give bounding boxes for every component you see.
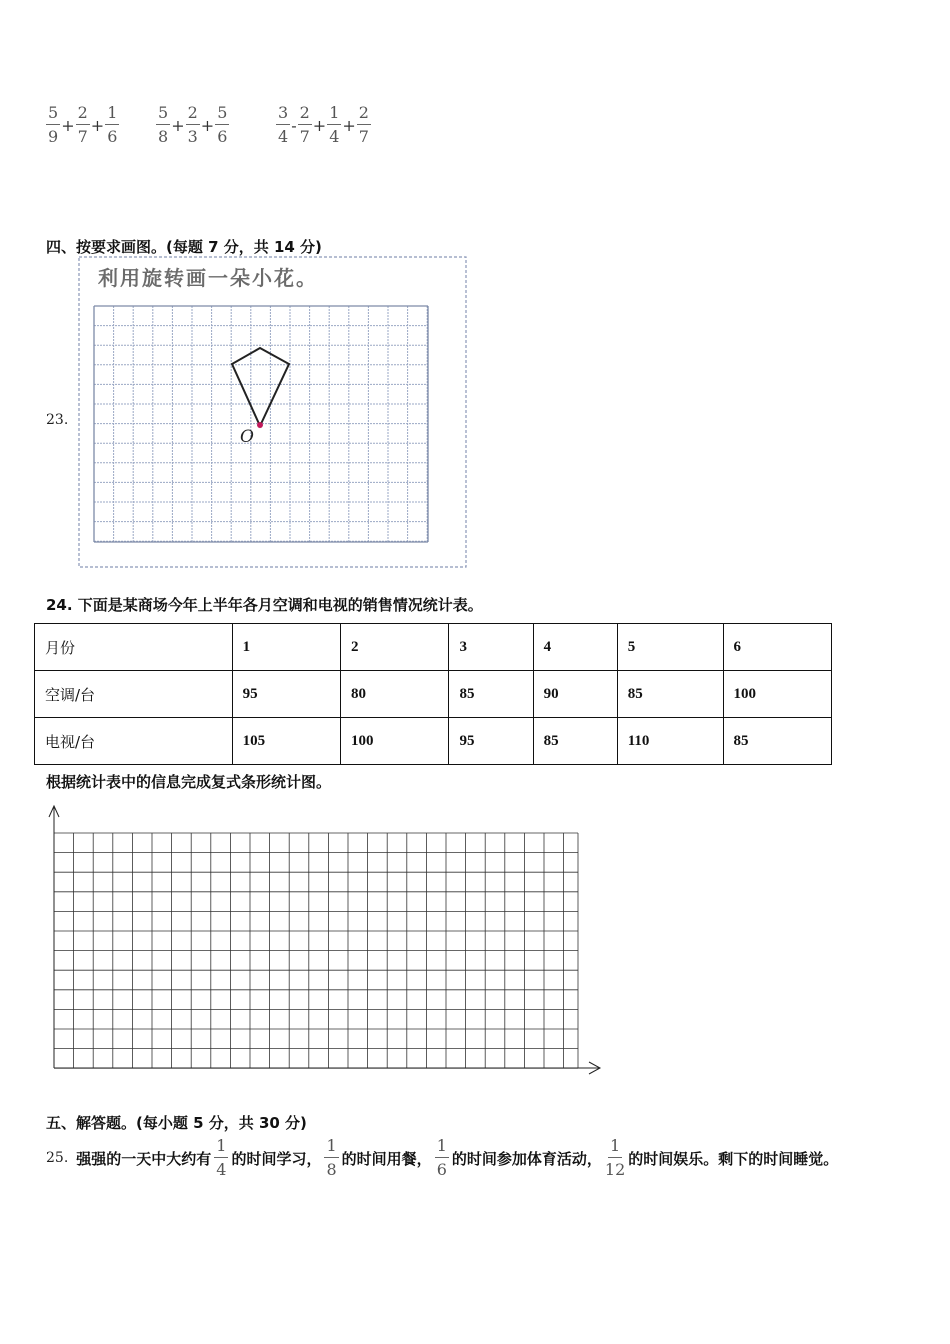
table-cell: 80 <box>341 671 449 718</box>
table-cell: 空调/台 <box>35 671 233 718</box>
expression-1: $\frac{5}{9}$ + $\frac{2}{7}$ + $\frac{1}{6}$ <box>48 103 118 146</box>
table-cell: 4 <box>533 624 617 671</box>
section-4-title: 四、按要求画图。(每题 7 分，共 14 分) <box>46 238 322 256</box>
fraction: $\frac{2}{7}$ <box>358 103 369 146</box>
rotation-drawing-figure <box>78 256 468 569</box>
rotation-center-point <box>257 422 263 428</box>
table-cell: 电视/台 <box>35 718 233 765</box>
table-cell: 1 <box>232 624 340 671</box>
fraction: $\frac{5}{8}$ <box>158 103 169 146</box>
fraction: $\frac{5}{9}$ <box>48 103 59 146</box>
table-cell: 95 <box>232 671 340 718</box>
table-row <box>35 671 832 718</box>
table-cell: 110 <box>617 718 723 765</box>
question-25: 25. 强强的一天中大约有 $\frac{1}{4}$ 的时间学习， $\frac{1}{8}$ 的时间用餐， $\frac{1}{6}$ 的时间参加体育活动， $\frac{1}{12}$ 的时间娱乐。剩下的时间睡觉。 <box>46 1136 839 1179</box>
point-label-o: O <box>240 427 254 447</box>
fraction: $\frac{1}{4}$ <box>216 1136 227 1179</box>
table-cell: 3 <box>449 624 533 671</box>
fraction: $\frac{1}{6}$ <box>107 103 118 146</box>
table-cell: 2 <box>341 624 449 671</box>
question-23-number: 23. <box>46 412 69 428</box>
expression-3: $\frac{3}{4}$ - $\frac{2}{7}$ + $\frac{1}{4}$ + $\frac{2}{7}$ <box>278 103 369 146</box>
section-5-title: 五、解答题。(每小题 5 分，共 30 分) <box>46 1114 307 1132</box>
fraction: $\frac{1}{6}$ <box>436 1136 447 1179</box>
table-cell: 105 <box>232 718 340 765</box>
table-cell: 85 <box>533 718 617 765</box>
chart-instruction: 根据统计表中的信息完成复式条形统计图。 <box>46 773 332 791</box>
fraction: $\frac{1}{4}$ <box>329 103 340 146</box>
fraction: $\frac{2}{3}$ <box>187 103 198 146</box>
table-cell: 90 <box>533 671 617 718</box>
table-cell: 100 <box>723 671 831 718</box>
table-cell: 85 <box>723 718 831 765</box>
table-cell: 5 <box>617 624 723 671</box>
question-25-number: 25. <box>46 1150 69 1166</box>
expression-2: $\frac{5}{8}$ + $\frac{2}{3}$ + $\frac{5}{6}$ <box>158 103 228 146</box>
question-24-intro: 24. 下面是某商场今年上半年各月空调和电视的销售情况统计表。 <box>46 596 483 614</box>
table-cell: 100 <box>341 718 449 765</box>
sales-table <box>34 623 832 765</box>
table-row <box>35 718 832 765</box>
fraction: $\frac{2}{7}$ <box>77 103 88 146</box>
fraction: $\frac{5}{6}$ <box>217 103 228 146</box>
figure-title: 利用旋转画一朵小花。 <box>98 266 318 290</box>
fraction: $\frac{1}{12}$ <box>604 1136 626 1179</box>
blank-chart-grid <box>40 800 610 1080</box>
fraction: $\frac{2}{7}$ <box>299 103 310 146</box>
fraction: $\frac{1}{8}$ <box>326 1136 337 1179</box>
table-cell: 85 <box>617 671 723 718</box>
table-row <box>35 624 832 671</box>
table-cell: 85 <box>449 671 533 718</box>
fraction: $\frac{3}{4}$ <box>278 103 289 146</box>
table-cell: 95 <box>449 718 533 765</box>
table-cell: 6 <box>723 624 831 671</box>
answer-grid <box>54 833 578 1068</box>
table-cell: 月份 <box>35 624 233 671</box>
